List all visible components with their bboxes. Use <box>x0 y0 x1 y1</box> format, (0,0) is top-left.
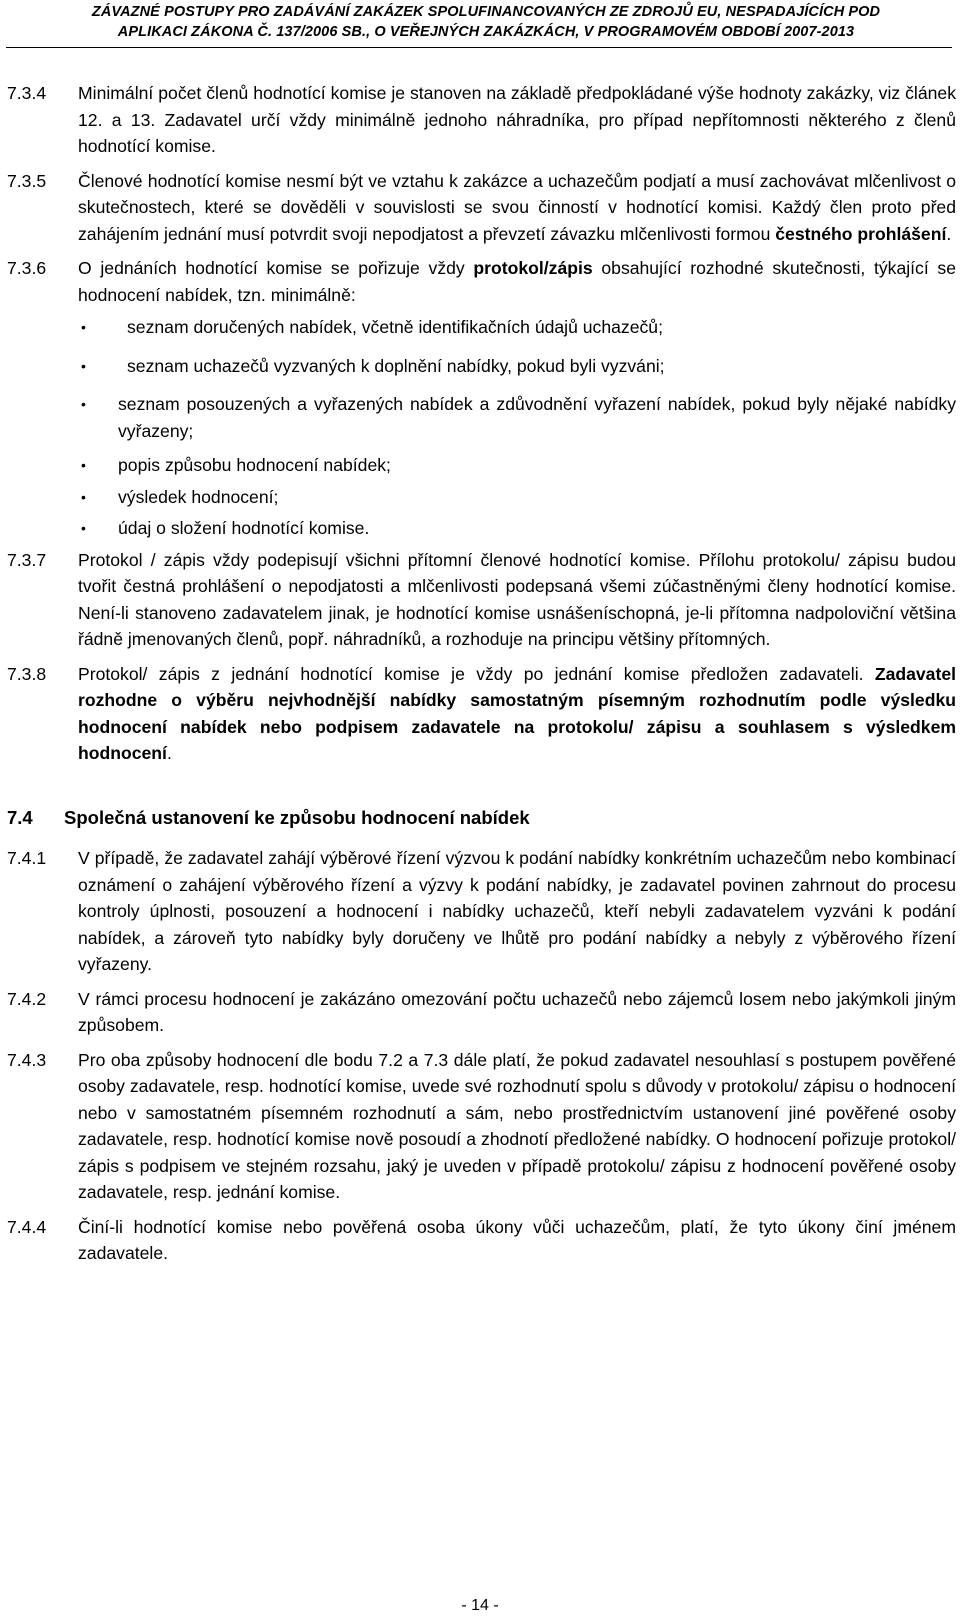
header-line-2: APLIKACI ZÁKONA Č. 137/2006 SB., O VEŘEJNÝCH ZAKÁZKÁCH, V PROGRAMOVÉM OBDOBÍ 2007-2013 <box>117 24 855 40</box>
bullet-icon: • <box>81 488 86 505</box>
paragraph-7-3-8 <box>7 661 956 767</box>
paragraph-text: V případě, že zadavatel zahájí výběrové řízení výzvou k podání nabídky konkrétním uchazečům nebo kombinací oznámení o zahájení výběrového řízení a výzvy k podání nabídky, je zadavatel povinen zahrnout do procesu kontroly úplnosti, posouzení a hodnocení i nabídky uchazečů, kteří nebyli zadavatelem vyzváni k podání nabídek, a zároveň tyto nabídky byly doručeny ve lhůtě pro podání nabídky a nebyly z výběrového řízení vyřazeny. <box>78 848 956 974</box>
bullet-icon: • <box>81 457 86 473</box>
paragraph-number: 7.3.4 <box>7 83 47 103</box>
bullet-icon: • <box>81 357 86 374</box>
section-number: 7.4 <box>7 806 33 828</box>
text-run: . <box>946 223 952 244</box>
list-item-text: seznam posouzených a vyřazených nabídek a zdůvodnění vyřazení nabídek, pokud byly nějaké nabídky vyřazeny; <box>118 394 956 441</box>
paragraph-number: 7.4.2 <box>7 988 47 1009</box>
list-item-text: popis způsobu hodnocení nabídek; <box>118 455 391 475</box>
bullet-icon: • <box>81 319 86 335</box>
paragraph-7-4-3 <box>7 1047 956 1206</box>
paragraph-7-3-6 <box>7 255 956 308</box>
list-item <box>78 515 956 542</box>
text-run: Protokol/ zápis z jednání hodnotící komise je vždy po jednání komise předložen zadavateli. <box>78 663 875 684</box>
list-item <box>78 391 956 444</box>
paragraph-text: Protokol / zápis vždy podepisují všichni přítomní členové hodnotící komise. Přílohu protokolu/ zápisu budou tvořit čestná prohlášení o nepodjatosti a mlčenlivosti podepsaná všemi zúčastněnými členy hodnotící komise. Není-li stanoveno zadavatelem jinak, je hodnotící komise usnášeníschopná, je-li přítomna nadpoloviční většina řádně jmenovaných členů, popř. náhradníků, a rozhoduje na principu většiny přítomných. <box>78 549 956 649</box>
paragraph-7-4-1 <box>7 845 956 978</box>
text-run: Členové hodnotící komise nesmí být ve vztahu k zakázce a uchazečům podjatí a musí zachovávat mlčenlivost o skutečnostech, které se dověděli v souvislosti se svou činností v hodnotící komisi. Každý člen proto před zahájením jednání musí potvrdit svoji nepodjatost a převzetí závazku mlčenlivosti formou <box>78 170 956 244</box>
paragraph-7-3-7 <box>7 547 956 653</box>
bullet-icon: • <box>81 520 86 536</box>
paragraph-number: 7.4.4 <box>7 1216 47 1237</box>
paragraph-text <box>78 168 956 248</box>
list-item <box>78 484 956 511</box>
minimum-contents-list <box>78 314 956 542</box>
bold-term: Zadavatel rozhodne o výběru nejvhodnější nabídky samostatným písemným rozhodnutím podle výsledku hodnocení nabídek nebo podpisem zadavatele na protokolu/ zápisu a souhlasem s výsledkem hodnocení <box>78 663 956 763</box>
paragraph-number: 7.4.3 <box>7 1049 47 1070</box>
list-item <box>78 452 956 479</box>
bold-term: čestného prohlášení <box>775 223 947 244</box>
paragraph-number: 7.3.5 <box>7 170 47 191</box>
paragraph-text: V rámci procesu hodnocení je zakázáno omezování počtu uchazečů nebo zájemců losem nebo jakýmkoli jiným způsobem. <box>78 988 956 1035</box>
text-run: . <box>166 743 172 763</box>
bold-term: protokol/zápis <box>473 258 593 278</box>
header-line-1: ZÁVAZNÉ POSTUPY PRO ZADÁVÁNÍ ZAKÁZEK SPOLUFINANCOVANÝCH ZE ZDROJŮ EU, NESPADAJÍCÍCH POD <box>91 4 881 20</box>
list-item-text: výsledek hodnocení; <box>118 486 279 507</box>
paragraph-text <box>78 661 956 767</box>
text-run: obsahující rozhodné skutečnosti, týkající se hodnocení nabídek, tzn. minimálně: <box>78 258 956 305</box>
list-item <box>78 353 956 380</box>
paragraph-text: Činí-li hodnotící komise nebo pověřená osoba úkony vůči uchazečům, platí, že tyto úkony činí jménem zadavatele. <box>78 1216 956 1263</box>
paragraph-number: 7.3.6 <box>7 258 47 278</box>
document-header <box>36 2 936 42</box>
paragraph-number: 7.4.1 <box>7 848 47 868</box>
paragraph-7-3-5 <box>7 168 956 248</box>
paragraph-7-3-4 <box>7 80 956 160</box>
section-title: Společná ustanovení ke způsobu hodnocení nabídek <box>64 806 530 828</box>
paragraph-text <box>78 255 956 308</box>
list-item-text: seznam doručených nabídek, včetně identifikačních údajů uchazečů; <box>127 317 663 337</box>
paragraph-text: Pro oba způsoby hodnocení dle bodu 7.2 a 7.3 dále platí, že pokud zadavatel nesouhlasí s postupem pověřené osoby zadavatele, resp. hodnotící komise, uvede své rozhodnutí spolu s důvody v protokolu/ zápisu o hodnocení nebo v samostatném písemném rozhodnutí a sám, nebo prostřednictvím ustanovení jiné pověřené osoby zadavatele, resp. hodnotící komise nově posoudí a zhodnotí předložené nabídky. O hodnocení pořizuje protokol/ zápis s podpisem ve stejném rozsahu, jaký je uveden v případě protokolu/ zápisu z hodnocení pověřené osoby zadavatele, resp. jednání komise. <box>78 1049 956 1202</box>
list-item <box>78 314 956 341</box>
text-run: O jednáních hodnotící komise se pořizuje vždy <box>78 258 474 278</box>
bullet-icon: • <box>81 396 86 412</box>
list-item-text: údaj o složení hodnotící komise. <box>118 518 370 538</box>
page-number: - 14 - <box>461 1597 499 1614</box>
section-heading-7-4 <box>7 805 956 832</box>
list-item-text: seznam uchazečů vyzvaných k doplnění nabídky, pokud byli vyzváni; <box>127 355 665 376</box>
paragraph-7-4-4 <box>7 1214 956 1267</box>
paragraph-number: 7.3.8 <box>7 663 47 684</box>
document-body <box>7 80 956 1275</box>
paragraph-number: 7.3.7 <box>7 549 47 570</box>
paragraph-text: Minimální počet členů hodnotící komise je stanoven na základě předpokládané výše hodnoty zakázky, viz článek 12. a 13. Zadavatel určí vždy minimálně jednoho náhradníka, pro případ nepřítomnosti některého z členů hodnotící komise. <box>78 83 956 156</box>
header-divider <box>6 47 952 48</box>
paragraph-7-4-2 <box>7 986 956 1039</box>
